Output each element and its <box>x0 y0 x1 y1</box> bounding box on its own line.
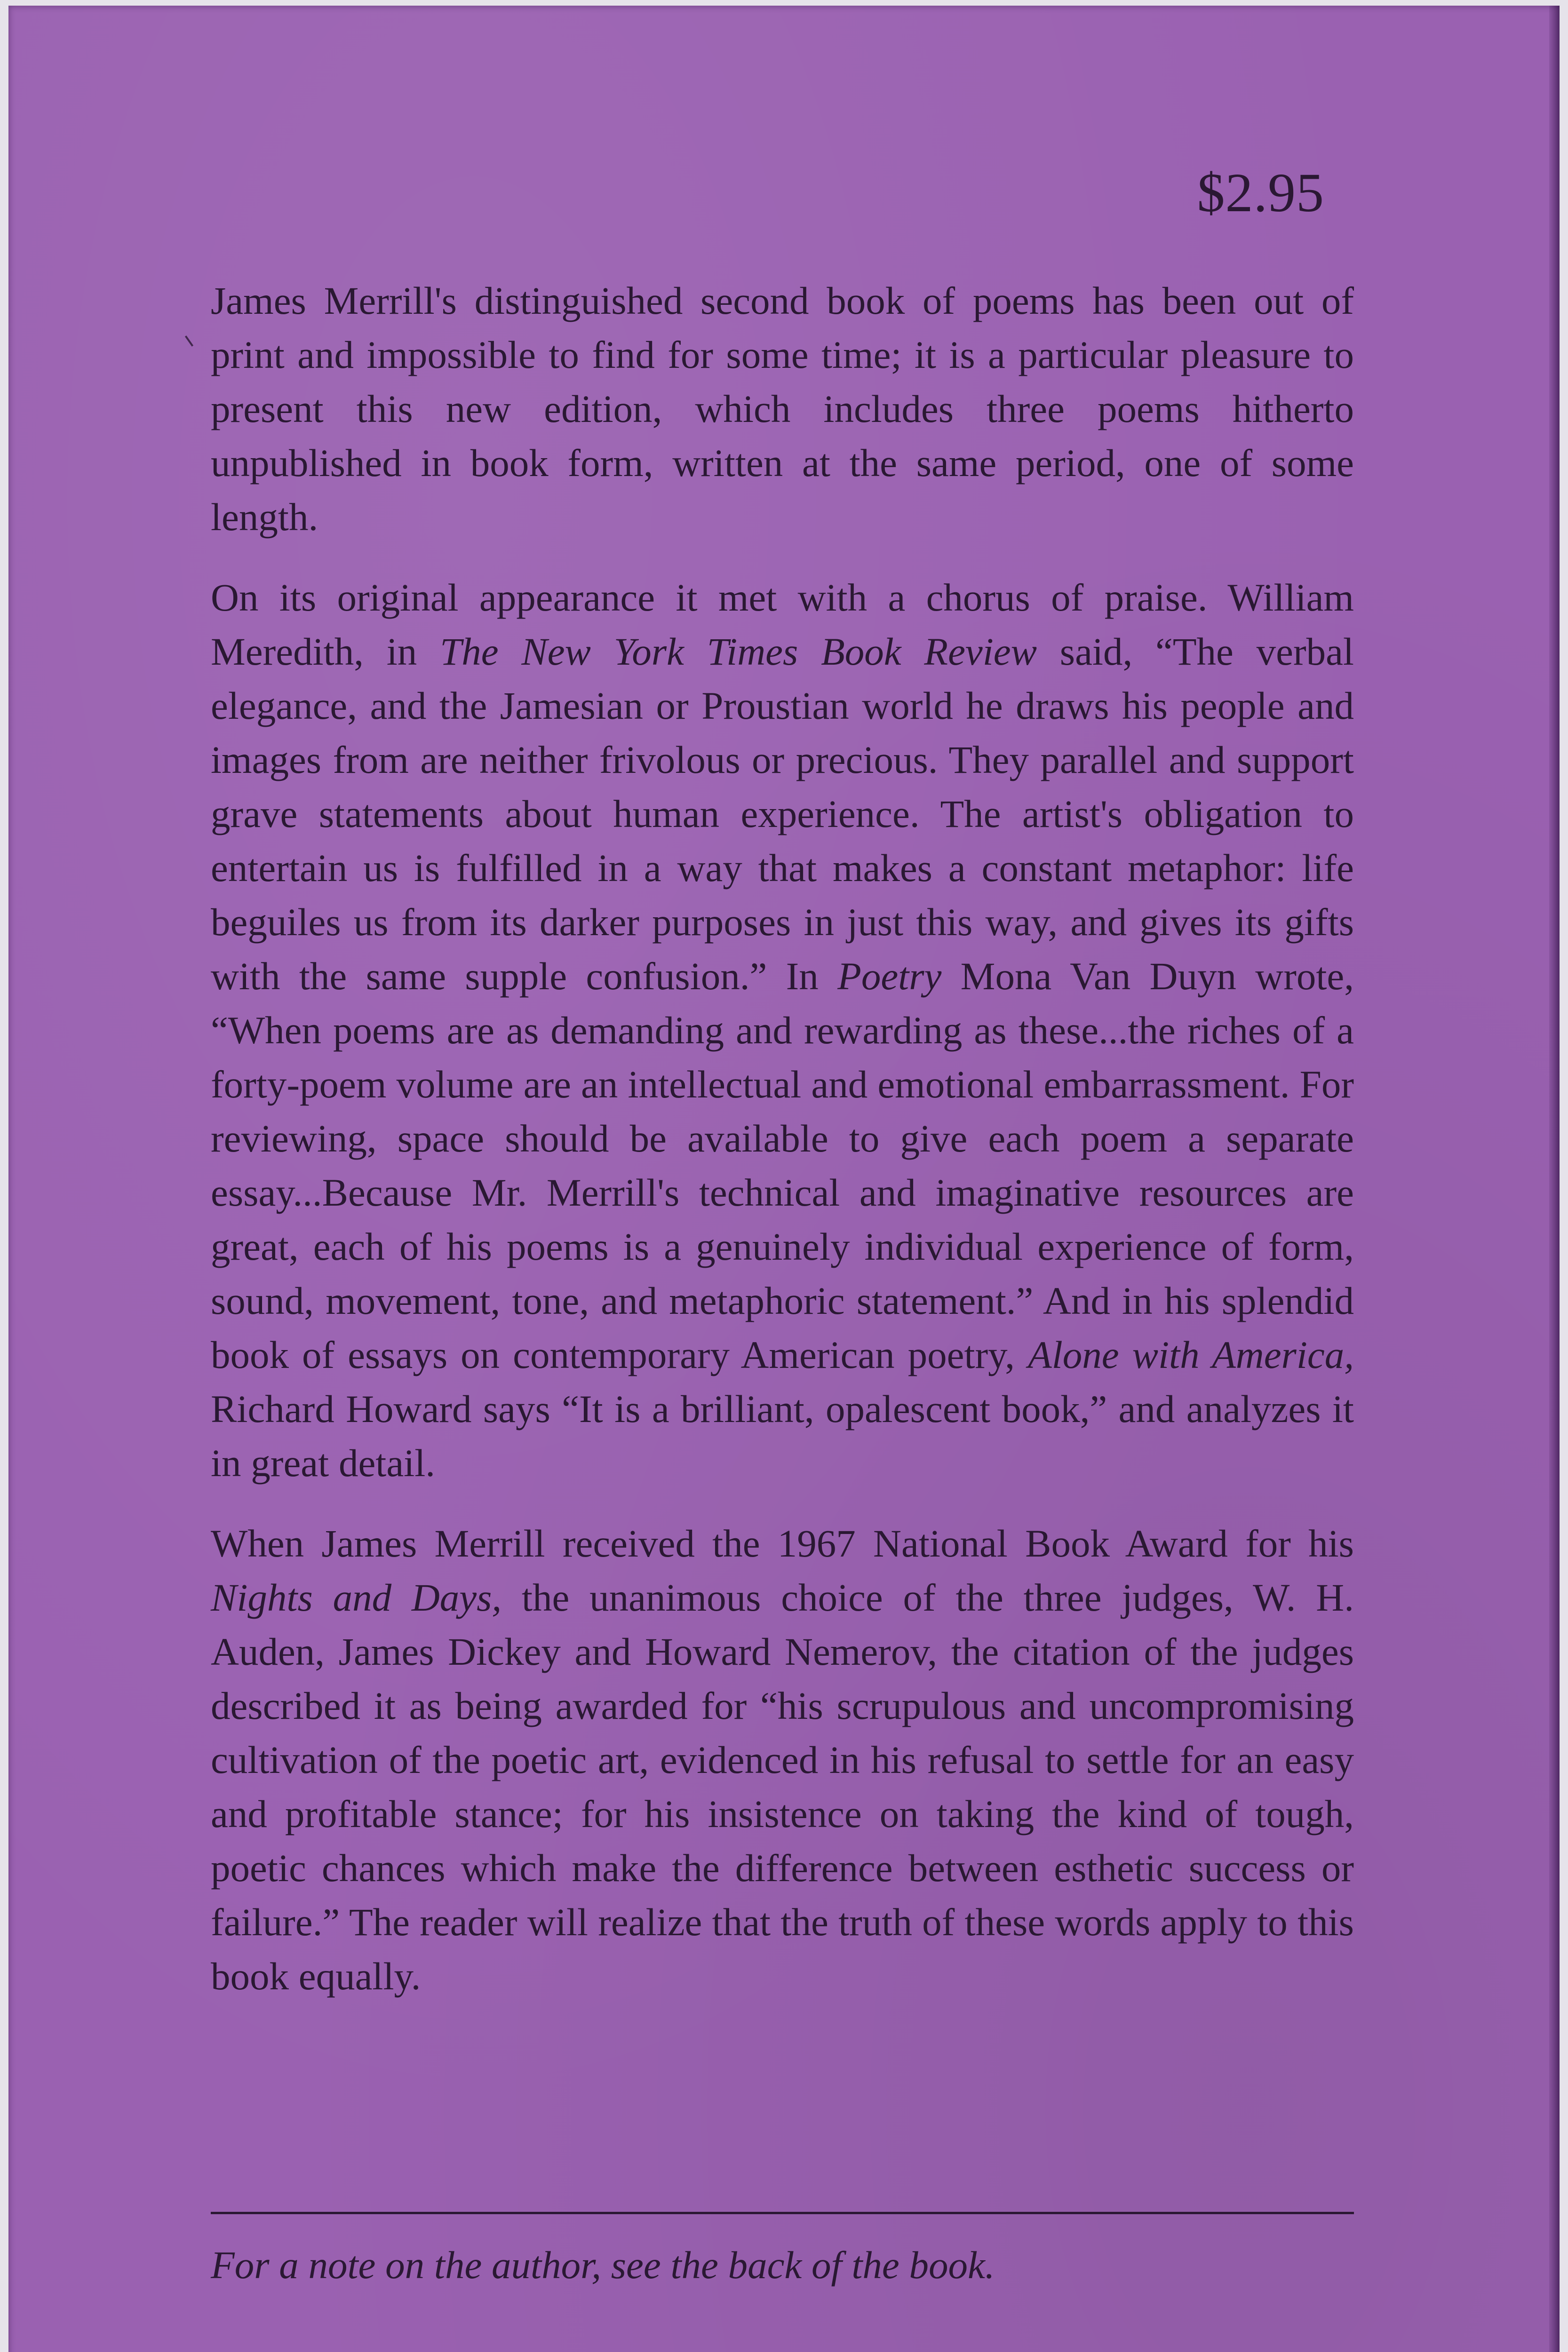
back-cover <box>8 6 1560 2352</box>
award-title-nights: Nights and Days, <box>211 1576 502 1619</box>
reviews-title-poetry: Poetry <box>837 954 942 998</box>
price-label: $2.95 <box>1197 162 1324 223</box>
reviews-text-d: Richard Howard says “It is a brilliant, opalescent book,” and analyzes it in great detail. <box>211 1387 1354 1485</box>
paragraph-award <box>211 1517 1354 2003</box>
reviews-title-nyt: The New York Times Book Review <box>440 630 1037 673</box>
reviews-text-a: On its original appearance it met with a chorus of praise. William Meredith, in <box>211 576 1354 673</box>
author-note: For a note on the author, see the back of the book. <box>211 2243 995 2287</box>
divider-rule <box>211 2212 1354 2214</box>
award-text-b: the unanimous choice of the three judges, W. H. Auden, James Dickey and Howard Nemerov, the citation of the judges described it as being awarded for “his scrupulous and uncompromising cultivation of the poetic art, evidenced in his refusal to settle for an easy and profitable stance; for his insistence on taking the kind of tough, poetic chances which make the difference between esthetic success or failure.” The reader will realize that the truth of these words apply to this book equally. <box>211 1576 1354 1998</box>
reviews-title-alone: Alone with America, <box>1028 1333 1354 1376</box>
paragraph-intro-text: James Merrill's distinguished second book of poems has been out of print and impossible to find for some time; it is a particular pleasure to present this new edition, which includes three poems hitherto unpublished in book form, written at the same period, one of some length. <box>211 279 1354 539</box>
paragraph-reviews <box>211 571 1354 1490</box>
award-text-a: When James Merrill received the 1967 National Book Award for his <box>211 1522 1354 1565</box>
stray-ink-mark <box>185 335 193 347</box>
blurb-text <box>211 274 1354 2030</box>
reviews-text-c: Mona Van Duyn wrote, “When poems are as demanding and rewarding as these...the riches of a forty-poem volume are an intellectual and emotional embarrassment. For reviewing, space should be available to give each poem a separate essay...Because Mr. Merrill's technical and imaginative resources are great, each of his poems is a genuinely individual experience of form, sound, movement, tone, and metaphoric statement.” And in his splendid book of essays on contemporary American poetry, <box>211 954 1354 1376</box>
cover-edge-shadow <box>1549 6 1560 2352</box>
paragraph-intro <box>211 274 1354 544</box>
reviews-text-b: said, “The verbal elegance, and the Jamesian or Proustian world he draws his people and images from are neither frivolous or precious. They parallel and support grave statements about human experience. The artist's obligation to entertain us is fulfilled in a way that makes a constant metaphor: life beguiles us from its darker purposes in just this way, and gives its gifts with the same supple confusion.” In <box>211 630 1354 998</box>
